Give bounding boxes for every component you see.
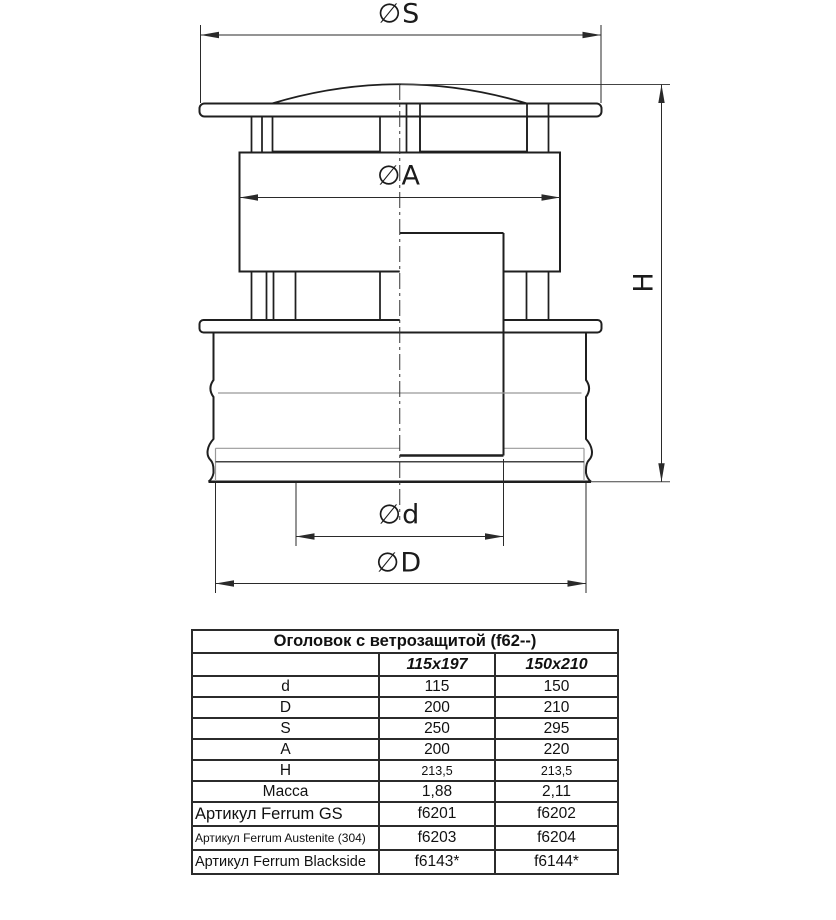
row-value: 213,5 [495,760,618,781]
row-value: f6144* [495,850,618,874]
top-plate [200,104,602,117]
row-value: f6201 [379,802,495,826]
table-row [192,676,618,697]
table-row [192,739,618,760]
row-value: 220 [495,739,618,760]
row-label: H [192,760,379,781]
dimension-S [201,25,602,103]
row-label: Артикул Ferrum Austenite (304) [192,826,379,850]
row-label: Артикул Ferrum GS [192,802,379,826]
row-label: S [192,718,379,739]
column-header-size1: 115x197 [379,653,495,676]
table-row [192,802,618,826]
table-row [192,697,618,718]
row-value: 1,88 [379,781,495,802]
dim-label-S: ∅S [377,0,421,30]
row-value: f6202 [495,802,618,826]
row-value: f6204 [495,826,618,850]
dim-label-D: ∅D [375,547,423,579]
dim-label-d: ∅d [377,499,421,531]
row-value: 115 [379,676,495,697]
table-row [192,826,618,850]
upper-support-posts [252,117,528,153]
table-title-row [192,630,618,653]
row-value: 250 [379,718,495,739]
table-header-row [192,653,618,676]
row-value: 200 [379,739,495,760]
table-row [192,781,618,802]
row-value: 150 [495,676,618,697]
row-value: f6203 [379,826,495,850]
dim-label-H: H [628,271,660,293]
column-header-empty [192,653,379,676]
row-label: d [192,676,379,697]
row-label: D [192,697,379,718]
row-value: 210 [495,697,618,718]
table-row [192,718,618,739]
spec-table [191,629,619,875]
table-row [192,850,618,874]
row-value: 295 [495,718,618,739]
row-value: 200 [379,697,495,718]
row-value: f6143* [379,850,495,874]
row-label: Масса [192,781,379,802]
table-row [192,760,618,781]
row-value: 213,5 [379,760,495,781]
dim-label-A: ∅A [377,160,421,192]
row-value: 2,11 [495,781,618,802]
inner-tube [396,233,506,456]
table-title: Оголовок с ветрозащитой (f62--) [192,630,618,653]
column-header-size2: 150x210 [495,653,618,676]
row-label: Артикул Ferrum Blackside [192,850,379,874]
row-label: A [192,739,379,760]
